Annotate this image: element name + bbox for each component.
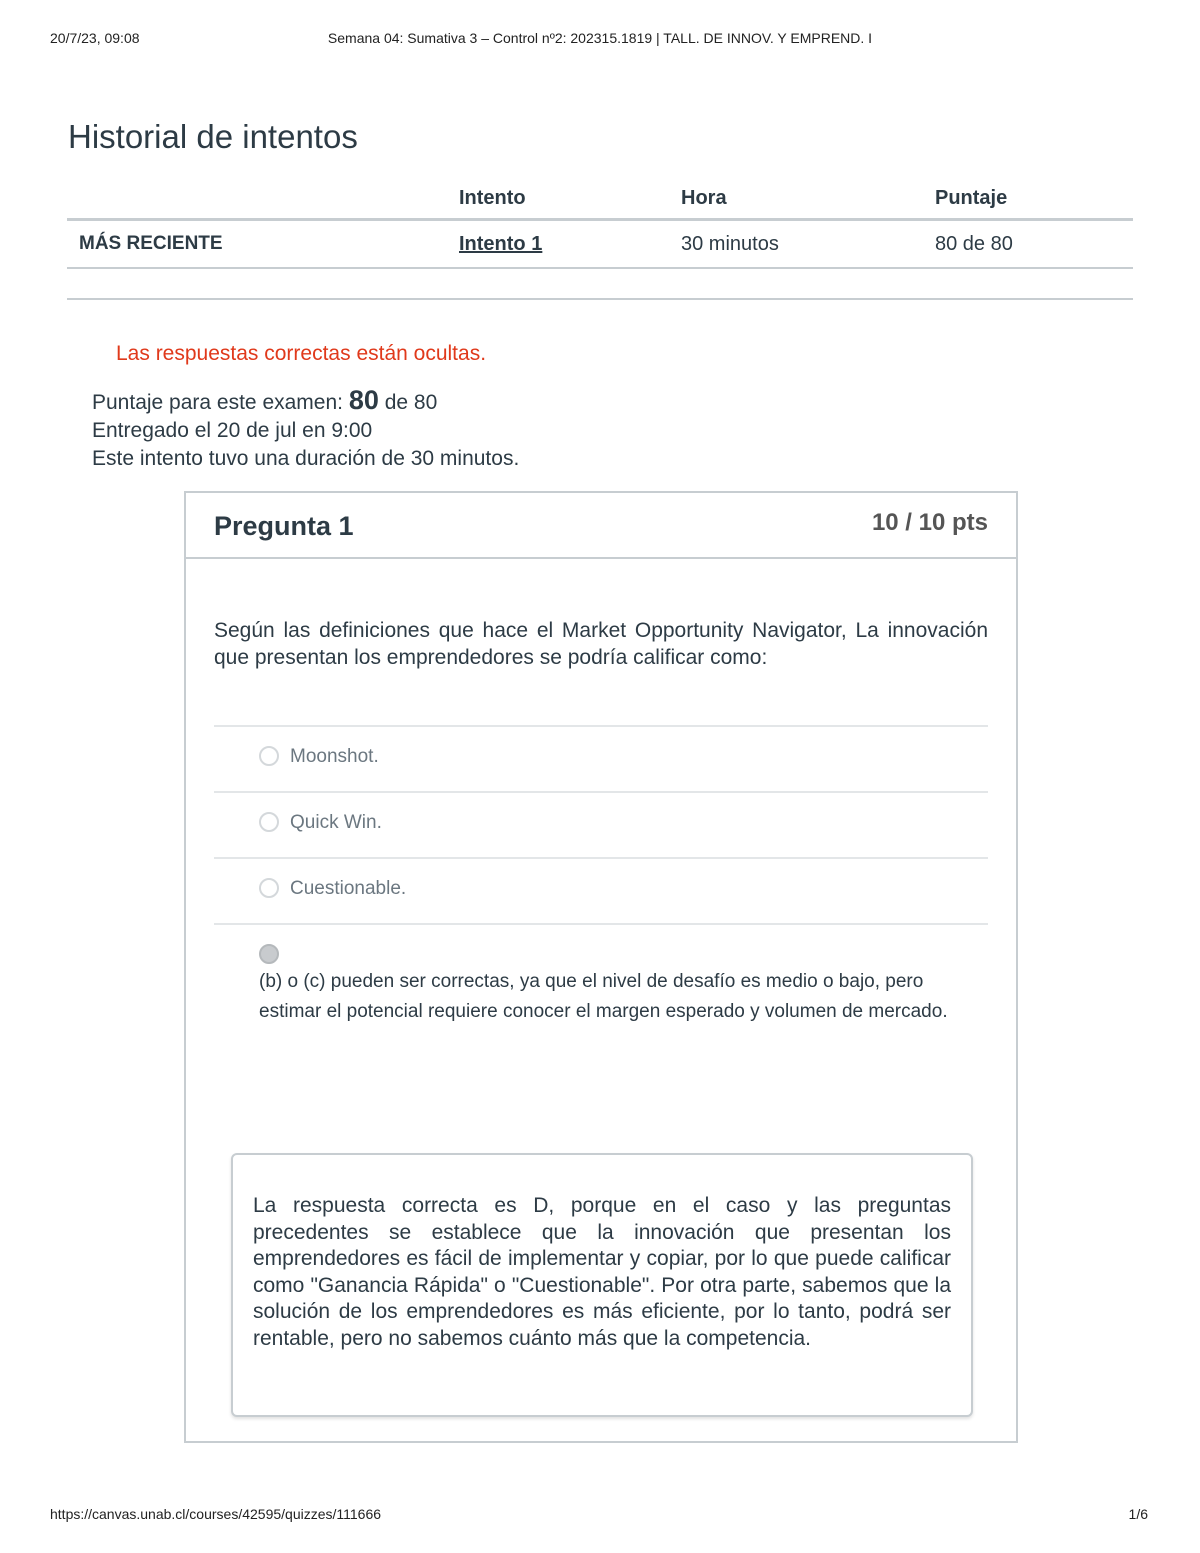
answer-label: Cuestionable.: [290, 878, 407, 899]
section-divider: [67, 298, 1133, 300]
answer-option: [214, 857, 988, 923]
question-points: 10 / 10 pts: [871, 509, 988, 536]
answer-option: [214, 791, 988, 857]
answer-list: [214, 725, 988, 1075]
table-row: [67, 220, 1133, 269]
submitted-line: Entregado el 20 de jul en 9:00: [92, 419, 373, 442]
attempt-cell: [449, 220, 671, 269]
table-header-row: [67, 178, 1133, 220]
column-header-blank: [67, 178, 449, 220]
score-cell: 80 de 80: [925, 220, 1133, 269]
print-url: https://canvas.unab.cl/courses/42595/quizzes/111666: [50, 1506, 382, 1522]
column-header-attempt: Intento: [449, 178, 671, 220]
print-page-title: Semana 04: Sumativa 3 – Control nº2: 202315.1819 | TALL. DE INNOV. Y EMPREND. I: [327, 30, 873, 46]
attempt-link[interactable]: Intento 1: [459, 232, 543, 255]
answer-label: Moonshot.: [290, 746, 379, 767]
print-header: [50, 30, 1150, 50]
column-header-time: Hora: [671, 178, 925, 220]
radio-button-selected[interactable]: [259, 944, 279, 964]
question-header: [186, 493, 1016, 559]
score-value: 80: [348, 385, 379, 415]
score-suffix: de 80: [378, 391, 438, 414]
quiz-summary: [92, 386, 519, 473]
question-card: [184, 491, 1018, 1443]
column-header-score: Puntaje: [925, 178, 1133, 220]
score-line: [92, 386, 519, 417]
feedback-comment-text: La respuesta correcta es D, porque en el caso y las preguntas precedentes se establece que la innovación que presentan los emprendedores es fácil de implementar y copiar, por lo que puede calificar como "Ganancia Rápida" o "Cuestionable". Por otra parte, sabemos que la solución de los emprendedores es más eficiente, por lo tanto, podrá ser rentable, pero no sabemos cuánto más que la competencia.: [253, 1194, 951, 1350]
history-title: Historial de intentos: [68, 118, 358, 155]
score-prefix: Puntaje para este examen:: [92, 391, 349, 414]
print-page-number: 1/6: [1128, 1506, 1148, 1522]
answer-option-selected: [214, 923, 988, 1075]
answer-label: Quick Win.: [290, 812, 382, 833]
radio-button[interactable]: [259, 812, 279, 832]
radio-button[interactable]: [259, 878, 279, 898]
print-footer: [50, 1506, 1148, 1526]
attempt-history-table: [67, 178, 1133, 269]
feedback-comment-box: [231, 1153, 973, 1417]
answers-hidden-notice: Las respuestas correctas están ocultas.: [116, 342, 487, 365]
time-cell: 30 minutos: [671, 220, 925, 269]
answer-label: (b) o (c) pueden ser correctas, ya que el nivel de desafío es medio o bajo, pero estimar el potencial requiere conocer el margen esperado y volumen de mercado.: [259, 971, 948, 1022]
most-recent-label: MÁS RECIENTE: [67, 220, 449, 269]
print-date: 20/7/23, 09:08: [50, 30, 140, 46]
question-text: Según las definiciones que hace el Market Opportunity Navigator, La innovación que presentan los emprendedores se podría calificar como:: [214, 619, 988, 669]
duration-line: Este intento tuvo una duración de 30 minutos.: [92, 447, 520, 470]
answer-option: [214, 725, 988, 791]
radio-button[interactable]: [259, 746, 279, 766]
question-title: Pregunta 1: [214, 511, 354, 541]
